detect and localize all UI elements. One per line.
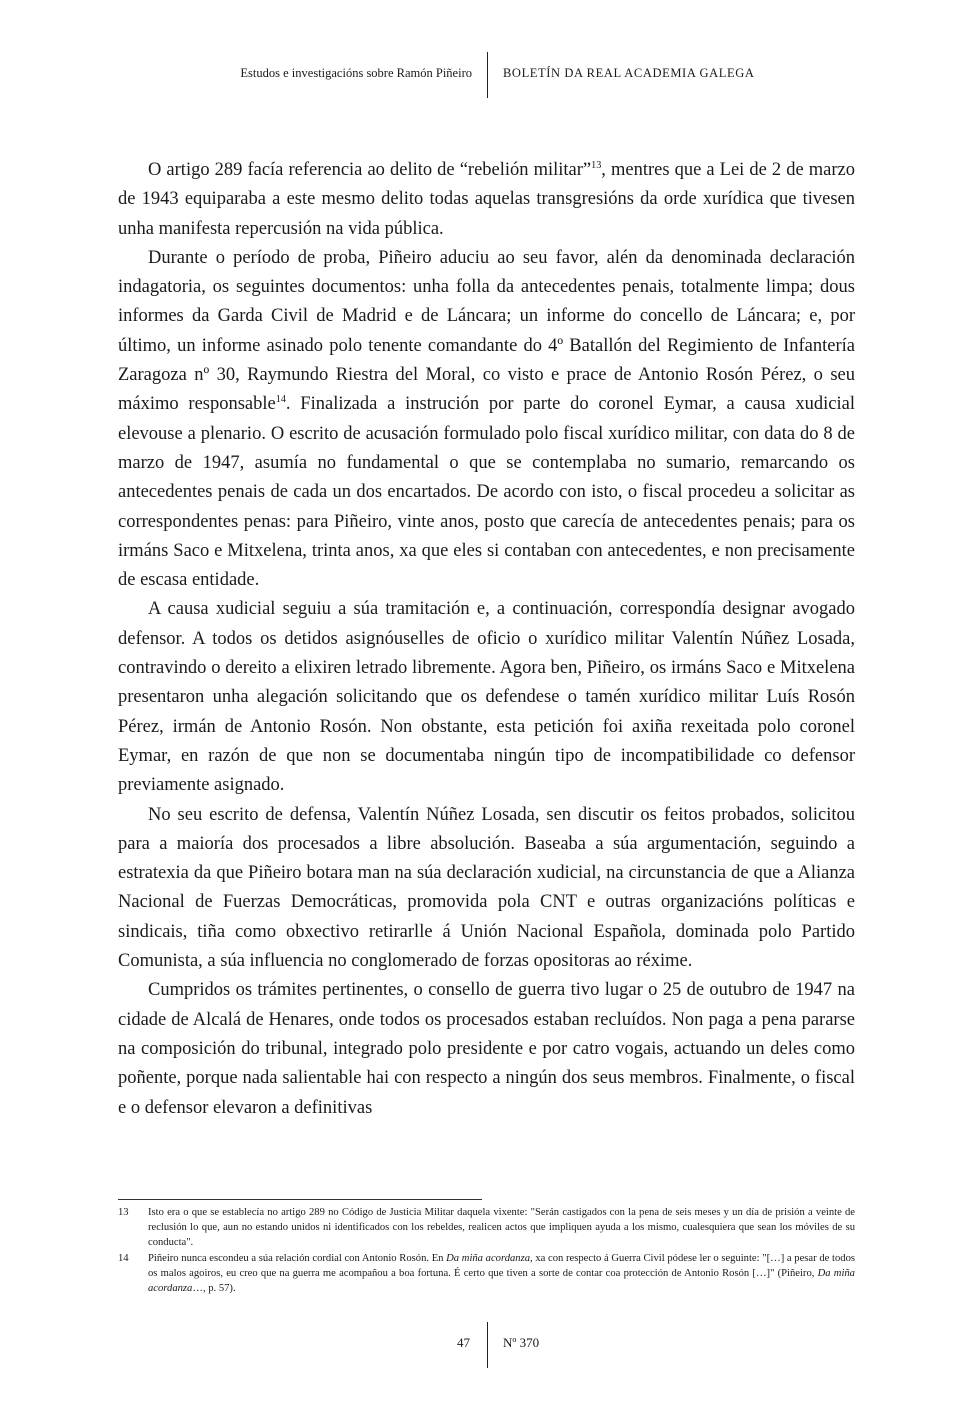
footnote-14: [118, 1252, 855, 1296]
footnote-14-text-b: , xa con respecto á Guerra Civil pódese ler o seguinte: "[…] a pesar de todos os malos agoiros, eu creo que na guerra me acompañou a boa fortuna. É certo que tiven a sorte de contar coa protección de Antonio Rosón […]" (Piñeiro,: [148, 1253, 855, 1280]
paragraph-1-text-b: , mentres que a Lei de 2 de marzo de 1943 equiparaba a este mesmo delito todas aquelas transgresións da orde xurídica que tivesen unha manifesta repercusión na vida pública.: [118, 160, 855, 239]
footnote-13: [118, 1206, 855, 1250]
body-text: [118, 156, 855, 1123]
running-header-left: Estudos e investigacións sobre Ramón Piñeiro: [240, 66, 472, 80]
paragraph-1: [118, 156, 855, 244]
book-title: Da miña acordanza: [446, 1253, 531, 1265]
paragraph-5: [118, 976, 855, 1122]
footnote-number: 13: [118, 1207, 129, 1218]
footnote-14-text-c: …, p. 57).: [192, 1282, 236, 1294]
footnote-number: 14: [118, 1253, 129, 1265]
header-divider: [487, 52, 488, 98]
paragraph-2-text-b: . Finalizada a instrución por parte do coronel Eymar, a causa xudicial elevouse a plenario. O escrito de acusación formulado polo fiscal xurídico militar, con data do 8 de marzo de 1947, asumía no fundamental o que se contemplaba no sumario, remarcando os antecedentes penais de cada un dos encartados. De acordo con isto, o fiscal procedeu a solicitar as correspondentes penas: para Piñeiro, vinte anos, posto que carecía de antecedentes penais; para os irmáns Saco e Mitxelena, trinta anos, xa que eles si contaban con antecedentes, e non precisamente de escasa entidade.: [118, 394, 855, 591]
footnote-13-text: Isto era o que se establecía no artigo 289 no Código de Justicia Militar daquela vixente: "Serán castigados con la pena de seis meses y un día de prisión a veinte de reclusión lo que, aun no estando unidos ni identificados con los rebeldes, realicen actos que impliquen ayuda a los mismo, cualesquiera que sean los móviles de su conducta".: [148, 1207, 855, 1248]
footnotes: [118, 1206, 855, 1299]
paragraph-4-text: No seu escrito de defensa, Valentín Núñez Losada, sen discutir os feitos probados, solicitou para a maioría dos procesados a libre absolución. Baseaba a súa argumentación, seguindo a estratexia da que Piñeiro botara man na súa declaración xudicial, na circunstancia de que a Alianza Nacional de Fuerzas Democráticas, promovida pola CNT e outras organizacións políticas e sindicais, tiña como obxectivo retirarlle á Unión Nacional Española, dominada polo Partido Comunista, a súa influencia no conglomerado de forzas opositoras ao réxime.: [118, 804, 855, 972]
footnote-text: [148, 1206, 855, 1250]
footnote-text: [148, 1252, 855, 1296]
book-title: Da miña acordanza: [148, 1268, 855, 1294]
paragraph-5-text: Cumpridos os trámites pertinentes, o consello de guerra tivo lugar o 25 de outubro de 1947 na cidade de Alcalá de Henares, onde todos os procesados estaban recluídos. Non paga a pena pararse na composición do tribunal, integrado polo presidente e por catro vogais, actuando un deles como poñente, porque nada salientable hai con respecto a ningún dos seus membros. Finalmente, o fiscal e o defensor elevaron a definitivas: [118, 980, 855, 1118]
paragraph-3-text: A causa xudicial seguiu a súa tramitación e, a continuación, correspondía designar avogado defensor. A todos os detidos asignóuselles de oficio o xurídico militar Valentín Núñez Losada, contravindo o dereito a elixiren letrado libremente. Agora ben, Piñeiro, os irmáns Saco e Mitxelena presentaron unha alegación solicitando que os defendese o tamén xurídico militar Luís Rosón Pérez, irmán de Antonio Rosón. Non obstante, esta petición foi axiña rexeitada polo coronel Eymar, en razón de que non se documentaba ningún tipo de incompatibilidade co defensor previamente asignado.: [118, 599, 855, 796]
paragraph-1-text-a: O artigo 289 facía referencia ao delito de “rebelión militar”: [148, 160, 592, 180]
paragraph-2: [118, 244, 855, 596]
running-header-right: BOLETÍN DA REAL ACADEMIA GALEGA: [503, 66, 755, 80]
footer-divider: [487, 1322, 488, 1368]
footnote-ref-13[interactable]: 13: [591, 159, 602, 171]
paragraph-2-text-a: Durante o período de proba, Piñeiro aduciu ao seu favor, alén da denominada declaración indagatoria, os seguintes documentos: unha folla da antecedentes penais, totalmente limpa; dous informes da Garda Civil de Madrid e de Láncara; un informe do concello de Láncara; e, por último, un informe asinado polo tenente comandante do 4º Batallón del Regimiento de Infantería Zaragoza nº 30, Raymundo Riestra del Moral, co visto e prace de Antonio Rosón Pérez, o seu máximo responsable: [118, 247, 855, 415]
footnote-ref-14[interactable]: 14: [275, 394, 286, 406]
paragraph-3: [118, 595, 855, 800]
footnote-14-text-a: Piñeiro nunca escondeu a súa relación cordial con Antonio Rosón. En: [148, 1253, 447, 1265]
issue-number: Nº 370: [503, 1335, 540, 1350]
paragraph-4: [118, 801, 855, 977]
footnote-rule: [118, 1199, 482, 1200]
page-number: 47: [457, 1335, 470, 1350]
